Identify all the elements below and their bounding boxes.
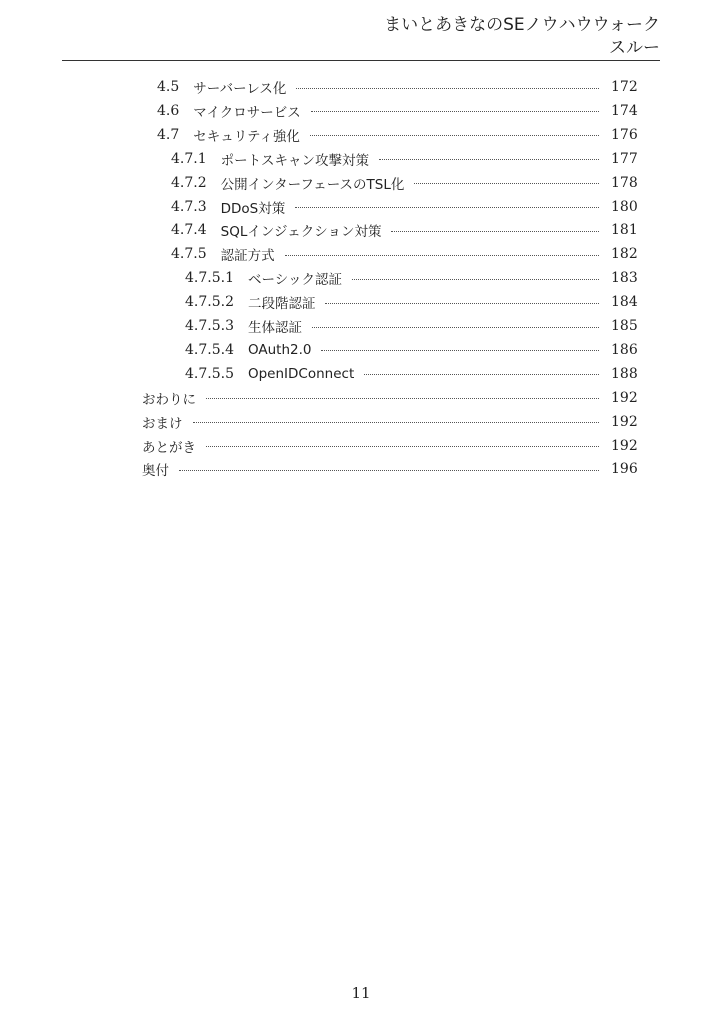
toc-entry[interactable]	[157, 76, 637, 98]
toc-entry[interactable]	[142, 387, 637, 409]
toc-entry[interactable]	[171, 243, 637, 265]
toc-entry[interactable]	[157, 100, 637, 122]
toc-entry-page: 192	[611, 437, 638, 454]
toc-entry[interactable]	[185, 291, 637, 313]
toc-entry-number: 4.7.3	[171, 198, 207, 215]
toc-entry-number: 4.7	[157, 126, 180, 143]
toc-entry-title: 二段階認証	[247, 296, 316, 313]
toc-entry-number: 4.7.5.1	[185, 270, 234, 287]
dot-leader	[179, 470, 599, 471]
toc-entry[interactable]	[185, 267, 637, 289]
dot-leader	[414, 183, 599, 184]
running-header	[384, 14, 660, 60]
toc-entry[interactable]	[142, 411, 637, 433]
toc-entry-number: 4.7.5.5	[185, 365, 234, 382]
toc-entry-title: OAuth2.0	[247, 341, 312, 358]
dot-leader	[193, 422, 600, 423]
toc-entry[interactable]	[171, 148, 637, 170]
toc-entry-title: DDoS対策	[220, 200, 286, 217]
dot-leader	[379, 159, 599, 160]
dot-leader	[325, 303, 599, 304]
toc-entry-page: 176	[611, 126, 638, 143]
dot-leader	[321, 350, 599, 351]
toc-entry[interactable]	[142, 458, 637, 480]
toc-entry-title: サーバーレス化	[193, 81, 287, 97]
toc-entry-title: 認証方式	[220, 248, 275, 265]
toc-entry-number: 4.7.5	[171, 246, 207, 263]
toc-entry-page: 192	[611, 413, 638, 430]
toc-entry-number: 4.7.5.2	[185, 294, 234, 311]
toc-entry[interactable]	[185, 363, 637, 385]
toc-entry-page: 192	[611, 389, 638, 406]
header-title-line-1: まいとあきなのSEノウハウウォーク	[384, 15, 660, 35]
toc-entry-page: 178	[611, 174, 638, 191]
toc-entry-page: 184	[611, 294, 638, 311]
toc-entry-page: 188	[611, 365, 638, 382]
toc-entry-page: 183	[611, 270, 638, 287]
toc-entry-page: 172	[611, 79, 638, 95]
dot-leader	[296, 88, 599, 89]
dot-leader	[285, 255, 599, 256]
toc-entry-page: 186	[611, 341, 638, 358]
header-title-line-2: スルー	[609, 38, 660, 58]
dot-leader	[206, 398, 599, 399]
toc-entry-number: 4.7.5.4	[185, 341, 234, 358]
toc-entry[interactable]	[185, 339, 637, 361]
toc-entry[interactable]	[142, 435, 637, 457]
toc-entry-number: 4.5	[157, 79, 180, 95]
page-number: 11	[351, 984, 371, 1002]
toc-entry-title: マイクロサービス	[193, 104, 301, 121]
toc-entry-title: 奥付	[142, 463, 169, 480]
toc-entry-page: 180	[611, 198, 638, 215]
toc-entry-page: 182	[611, 246, 638, 263]
toc-entry-title: おわりに	[142, 391, 196, 408]
dot-leader	[312, 327, 599, 328]
dot-leader	[311, 111, 599, 112]
toc-entry[interactable]	[171, 172, 637, 194]
toc-entry-number: 4.7.4	[171, 222, 207, 239]
toc-entry[interactable]	[171, 196, 637, 218]
toc-entry-page: 177	[611, 150, 638, 167]
toc-entry-number: 4.7.1	[171, 150, 207, 167]
dot-leader	[295, 207, 599, 208]
toc-entry[interactable]	[157, 124, 637, 146]
toc-entry-number: 4.7.5.3	[185, 318, 234, 334]
toc-entry-title: ポートスキャン攻撃対策	[220, 152, 369, 169]
toc-entry-page: 174	[611, 102, 638, 119]
toc-entry-number: 4.7.2	[171, 174, 207, 191]
toc-entry-title: おまけ	[142, 415, 183, 432]
toc-entry-title: あとがき	[142, 439, 196, 456]
toc-entry-title: ベーシック認証	[247, 272, 342, 289]
dot-leader	[310, 135, 599, 136]
toc-entry-title: セキュリティ強化	[193, 128, 300, 145]
dot-leader	[364, 374, 599, 375]
toc-entry[interactable]	[171, 219, 637, 241]
toc-entry-title: 生体認証	[247, 320, 302, 336]
toc-entry-number: 4.6	[157, 102, 180, 119]
header-divider	[62, 60, 660, 61]
dot-leader	[391, 231, 599, 232]
toc-entry[interactable]	[185, 315, 637, 337]
toc-entry-page: 181	[611, 222, 638, 239]
dot-leader	[352, 279, 599, 280]
toc-entry-title: 公開インターフェースのTSL化	[220, 176, 405, 193]
toc-entry-page: 185	[611, 318, 638, 334]
toc-entry-page: 196	[611, 461, 638, 478]
dot-leader	[206, 446, 599, 447]
toc-entry-title: SQLインジェクション対策	[220, 224, 382, 241]
toc-entry-title: OpenIDConnect	[247, 365, 355, 382]
